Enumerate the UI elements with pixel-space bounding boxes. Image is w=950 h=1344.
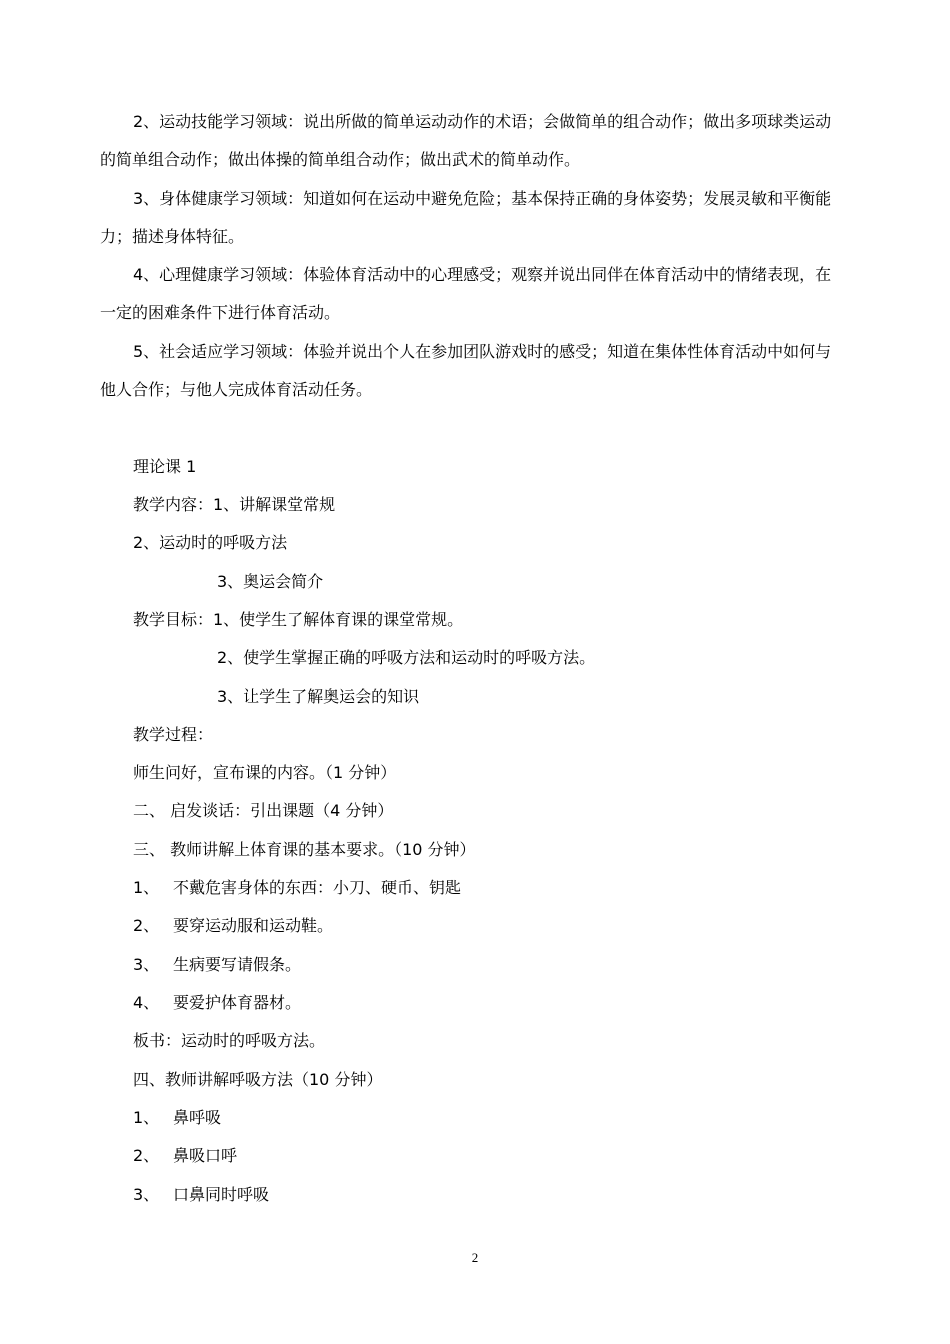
requirement-item bbox=[133, 955, 301, 975]
process-step-3: 三、 教师讲解上体育课的基本要求。（10 分钟） bbox=[133, 840, 476, 859]
teaching-goal-3: 3、让学生了解奥运会的知识 bbox=[217, 687, 420, 706]
requirement-text: 生病要写请假条。 bbox=[173, 955, 302, 974]
breathing-method-text: 鼻吸口呼 bbox=[173, 1146, 238, 1165]
requirement-item bbox=[133, 916, 333, 936]
teaching-content-2: 2、运动时的呼吸方法 bbox=[133, 533, 288, 552]
page-number: 2 bbox=[471, 1250, 479, 1265]
teaching-process-label: 教学过程： bbox=[133, 725, 214, 744]
board-writing: 板书：运动时的呼吸方法。 bbox=[133, 1031, 326, 1050]
breathing-method-text: 鼻呼吸 bbox=[173, 1108, 222, 1127]
objective-2-line-1: 2、运动技能学习领域：说出所做的简单运动动作的术语；会做简单的组合动作；做出多项球类运动 bbox=[133, 112, 832, 131]
process-step-4: 四、教师讲解呼吸方法（10 分钟） bbox=[133, 1070, 383, 1089]
breathing-method-item bbox=[133, 1146, 237, 1166]
teaching-content-label: 教学内容：1、讲解课堂常规 bbox=[133, 495, 336, 514]
requirement-text: 要穿运动服和运动鞋。 bbox=[173, 916, 334, 935]
requirement-item bbox=[133, 878, 461, 898]
objective-3-line-1: 3、身体健康学习领域：知道如何在运动中避免危险；基本保持正确的身体姿势；发展灵敏和平衡能 bbox=[133, 189, 832, 208]
teaching-content-3: 3、奥运会简介 bbox=[217, 572, 324, 591]
teaching-goals-label: 教学目标：1、使学生了解体育课的课堂常规。 bbox=[133, 610, 464, 629]
process-step-2: 二、 启发谈话：引出课题（4 分钟） bbox=[133, 801, 394, 820]
objective-4-line-2: 一定的困难条件下进行体育活动。 bbox=[100, 303, 341, 322]
breathing-method-item bbox=[133, 1108, 221, 1128]
breathing-method-number: 2、 bbox=[133, 1146, 160, 1165]
requirement-number: 2、 bbox=[133, 916, 160, 935]
objective-5-line-2: 他人合作；与他人完成体育活动任务。 bbox=[100, 380, 373, 399]
objective-4-line-1: 4、心理健康学习领域：体验体育活动中的心理感受；观察并说出同伴在体育活动中的情绪表现，在 bbox=[133, 265, 832, 284]
lesson-title: 理论课 1 bbox=[133, 457, 197, 476]
objective-3-line-2: 力；描述身体特征。 bbox=[100, 227, 245, 246]
teaching-goal-2: 2、使学生掌握正确的呼吸方法和运动时的呼吸方法。 bbox=[217, 648, 596, 667]
requirement-number: 1、 bbox=[133, 878, 160, 897]
objective-2-line-2: 的简单组合动作；做出体操的简单组合动作；做出武术的简单动作。 bbox=[100, 150, 581, 169]
requirement-number: 4、 bbox=[133, 993, 160, 1012]
breathing-method-text: 口鼻同时呼吸 bbox=[173, 1185, 270, 1204]
breathing-method-number: 1、 bbox=[133, 1108, 160, 1127]
breathing-method-number: 3、 bbox=[133, 1185, 160, 1204]
requirement-item bbox=[133, 993, 301, 1013]
requirement-text: 要爱护体育器材。 bbox=[173, 993, 302, 1012]
requirement-text: 不戴危害身体的东西：小刀、硬币、钥匙 bbox=[173, 878, 462, 897]
process-step-1: 师生问好，宣布课的内容。（1 分钟） bbox=[133, 763, 397, 782]
objective-5-line-1: 5、社会适应学习领域：体验并说出个人在参加团队游戏时的感受；知道在集体性体育活动中如何与 bbox=[133, 342, 832, 361]
breathing-method-item bbox=[133, 1185, 269, 1205]
requirement-number: 3、 bbox=[133, 955, 160, 974]
